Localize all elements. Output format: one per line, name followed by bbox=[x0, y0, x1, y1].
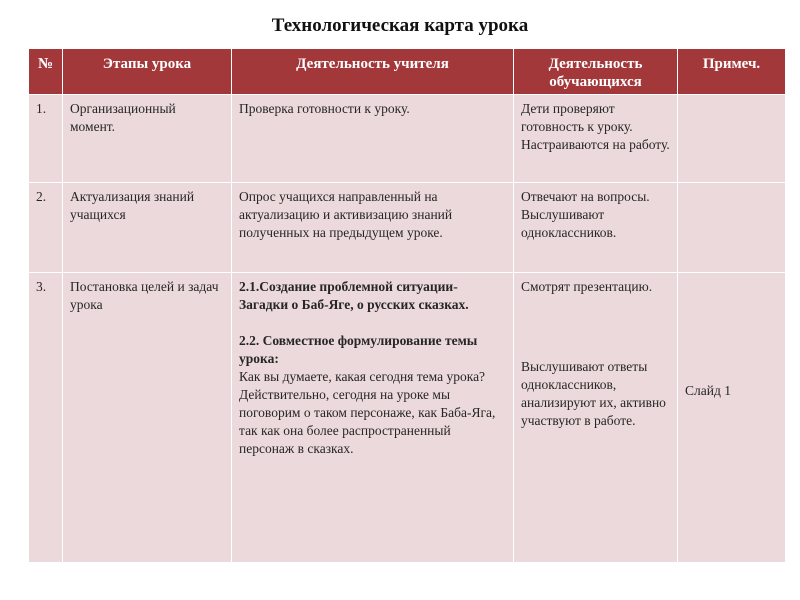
row-students bbox=[514, 273, 678, 563]
row-teacher: Опрос учащихся направленный на актуализацию и активизацию знаний полученных на предыдущем уроке. bbox=[232, 183, 514, 273]
row-teacher bbox=[232, 273, 514, 563]
lesson-map-table bbox=[28, 48, 786, 563]
students-listen: Выслушивают ответы одноклассников, анализируют их, активно участвуют в работе. bbox=[521, 359, 666, 428]
row-notes bbox=[678, 273, 786, 563]
row-num: 2. bbox=[29, 183, 63, 273]
row-notes bbox=[678, 183, 786, 273]
teacher-topic-formulation: 2.2. Совместное формулирование темы урока: bbox=[239, 333, 478, 366]
teacher-dialogue: Как вы думаете, какая сегодня тема урока? Действительно, сегодня на уроке мы поговорим о таком персонаже, как Баба-Яга, так как она более распространенный персонаж в сказках. bbox=[239, 369, 496, 456]
header-students: Деятельность обучающихся bbox=[514, 49, 678, 95]
header-notes: Примеч. bbox=[678, 49, 786, 95]
row-stage: Организационный момент. bbox=[63, 95, 232, 183]
table-row bbox=[29, 273, 786, 563]
row-teacher: Проверка готовности к уроку. bbox=[232, 95, 514, 183]
header-teacher: Деятельность учителя bbox=[232, 49, 514, 95]
row-num: 3. bbox=[29, 273, 63, 563]
table-header-row bbox=[29, 49, 786, 95]
row-notes bbox=[678, 95, 786, 183]
row-num: 1. bbox=[29, 95, 63, 183]
row-students: Отвечают на вопросы. Выслушивают одноклассников. bbox=[514, 183, 678, 273]
slide-note: Слайд 1 bbox=[685, 383, 731, 398]
header-stage: Этапы урока bbox=[63, 49, 232, 95]
page-title: Технологическая карта урока bbox=[271, 15, 529, 36]
students-watch: Смотрят презентацию. bbox=[521, 279, 653, 294]
table-row bbox=[29, 95, 786, 183]
header-num: № bbox=[29, 49, 63, 95]
row-students: Дети проверяют готовность к уроку. Настраиваются на работу. bbox=[514, 95, 678, 183]
teacher-problem-situation: 2.1.Создание проблемной ситуации-Загадки о Баб-Яге, о русских сказках. bbox=[239, 279, 469, 312]
table-row bbox=[29, 183, 786, 273]
row-stage: Актуализация знаний учащихся bbox=[63, 183, 232, 273]
row-stage: Постановка целей и задач урока bbox=[63, 273, 232, 563]
